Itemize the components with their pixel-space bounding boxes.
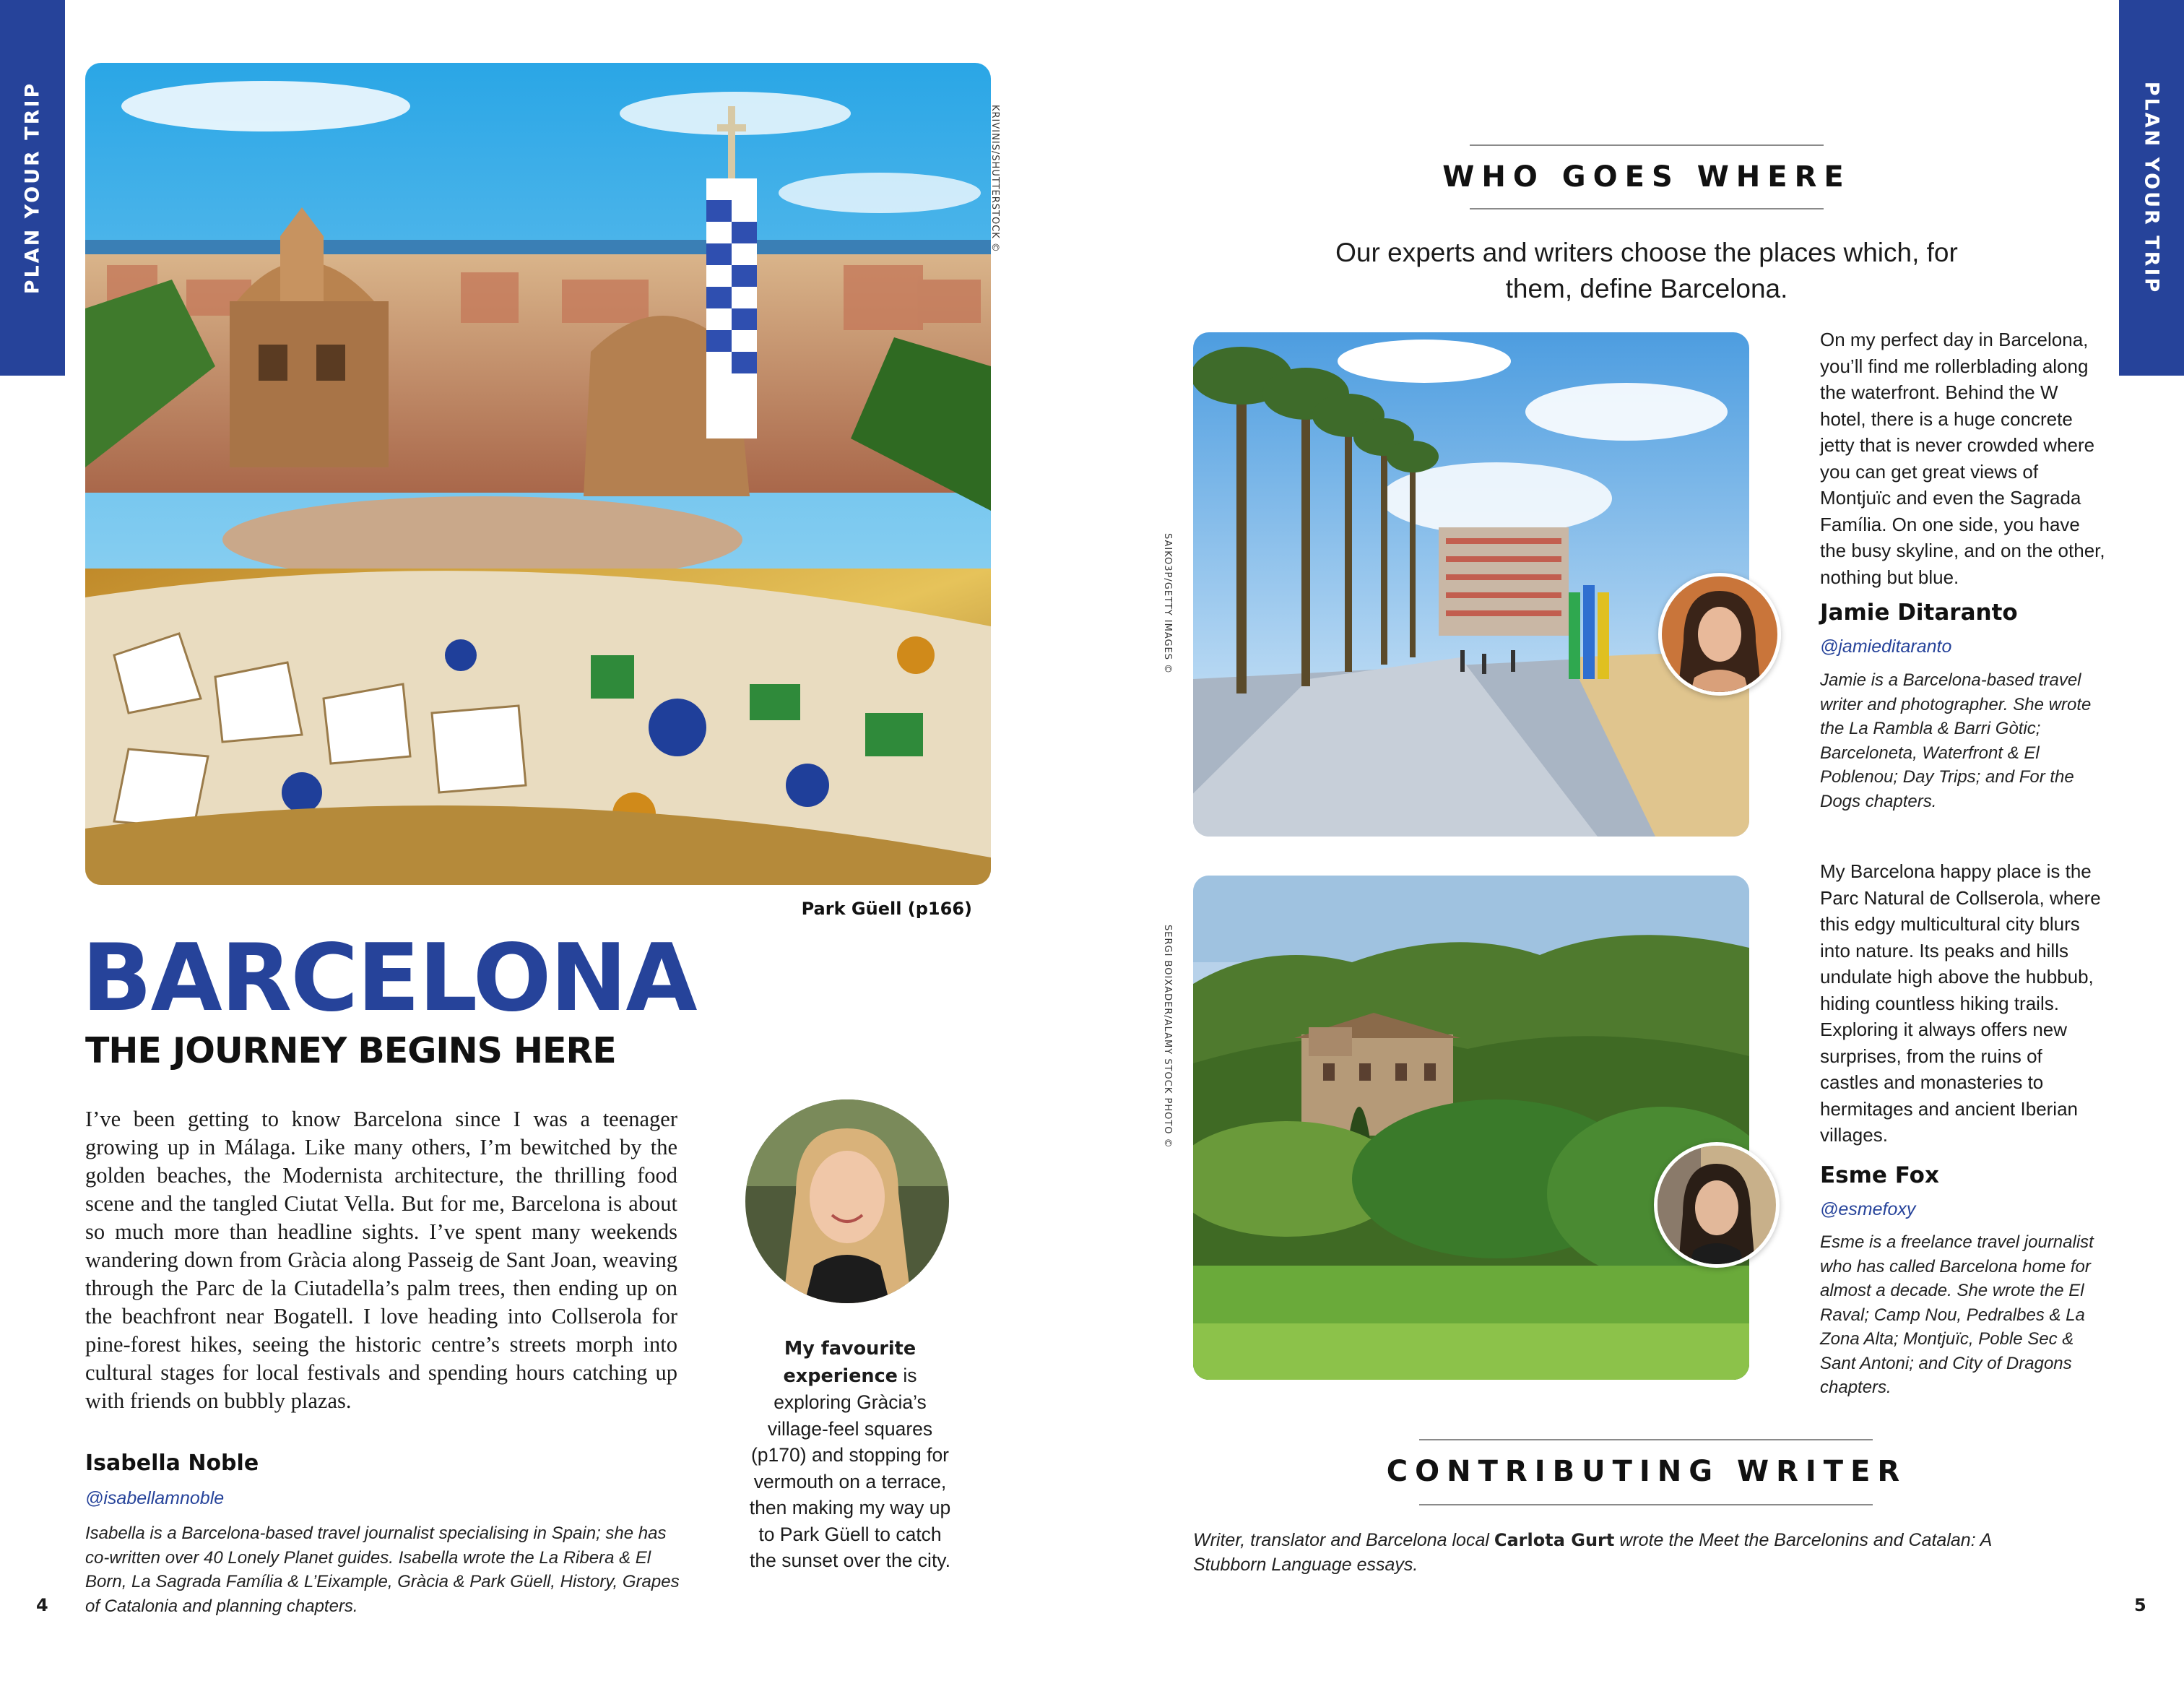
author-photo-esme	[1654, 1142, 1780, 1268]
writer-quote-esme: My Barcelona happy place is the Parc Natural de Collserola, where this edgy multicultural city blurs into nature. Its peaks and hills undulate high above the hubbub, hiding countless hiking trails. Exploring it always offers new surprises, from the ruins of castles and monasteries to hermitages and ancient Iberian villages.	[1820, 860, 2101, 1146]
favourite-experience	[745, 1335, 955, 1574]
writer-name-jamie: Jamie Ditaranto	[1820, 600, 2018, 626]
park-guell-illustration	[85, 63, 991, 885]
page-title: BARCELONA	[82, 925, 696, 1032]
writer-bio-esme: Esme is a freelance travel journalist who has called Barcelona home for almost a decade. She wrote the El Raval; Camp Nou, Pedralbes & La Zona Alta; Montjuïc, Poble Sec & Sant Antoni; and City of Dragons chapters.	[1820, 1232, 2094, 1397]
collserola-photo	[1193, 876, 1749, 1380]
heading-rule-top	[1470, 144, 1824, 146]
favourite-lead: My favourite experience	[783, 1338, 916, 1387]
side-tab-label: PLAN YOUR TRIP	[2140, 81, 2163, 295]
writer-name-esme: Esme Fox	[1820, 1162, 1939, 1188]
author-bio: Isabella is a Barcelona-based travel journalist specialising in Spain; she has co-written over 40 Lonely Planet guides. Isabella wrote the La Ribera & El Born, La Sagrada Família & L’Eixample, Gràcia & Park Güell, History, Grapes of Catalonia and planning chapters.	[85, 1524, 680, 1616]
hero-photo-credit: KRIVINIS/SHUTTERSTOCK ©	[989, 105, 1000, 253]
side-tab-label: PLAN YOUR TRIP	[21, 81, 44, 295]
contributing-writer-text	[1193, 1528, 2060, 1577]
author-photo-jamie	[1658, 573, 1781, 696]
author-handle[interactable]: @isabellamnoble	[85, 1488, 225, 1508]
author-photo-isabella	[745, 1099, 949, 1303]
waterfront-photo-credit: SAIKO3P/GETTY IMAGES ©	[1162, 533, 1173, 675]
hero-photo-park-guell	[85, 63, 991, 885]
esme-portrait	[1658, 1146, 1776, 1264]
collserola-photo-credit: SERGI BOIXADER/ALAMY STOCK PHOTO ©	[1162, 925, 1173, 1149]
page-number-right: 5	[2134, 1595, 2146, 1615]
writer-quote-jamie: On my perfect day in Barcelona, you’ll find me rollerblading along the waterfront. Behind the W hotel, there is a huge concrete jetty that is never crowded where you can get great views of Montjuïc and even the Sagrada Família. On one side, you have the busy skyline, and on the other, nothing but blue.	[1820, 329, 2105, 588]
contributing-rule-bottom	[1419, 1504, 1873, 1505]
side-tab-left	[0, 0, 65, 376]
contributing-name: Carlota Gurt	[1494, 1530, 1615, 1550]
favourite-text: is exploring Gràcia’s village-feel squares (p170) and stopping for vermouth on a terrace, then making my way up to Park Güell to catch the sunset over the city.	[749, 1364, 951, 1571]
contributing-before: Writer, translator and Barcelona local	[1193, 1530, 1494, 1550]
collserola-illustration	[1193, 876, 1749, 1380]
writer-bio-jamie: Jamie is a Barcelona-based travel writer and photographer. She wrote the La Rambla & Barri Gòtic; Barceloneta, Waterfront & El Poblenou; Day Trips; and For the Dogs chapters.	[1820, 670, 2092, 811]
section-heading-contributing-writer: CONTRIBUTING WRITER	[1386, 1455, 1907, 1488]
heading-rule-bottom	[1470, 208, 1824, 209]
waterfront-illustration	[1193, 332, 1749, 837]
section-heading-who-goes-where: WHO GOES WHERE	[1442, 160, 1851, 194]
side-tab-right	[2119, 0, 2184, 376]
intro-paragraph: I’ve been getting to know Barcelona since I was a teenager growing up in Málaga. Like many others, I’m bewitched by the golden beaches, the Modernista architecture, the thrilling food scene and the tangled Ciutat Vella. But for me, Barcelona is about so much more than headline sights. I’ve spent many weekends wandering down from Gràcia along Passeig de Sant Joan, weaving through the Parc de la Ciutadella’s palm trees, then ending up on the beachfront near Bogatell. I love heading into Collserola for pine-forest hikes, seeing the historic centre’s streets morph into cultural stages for local festivals and spending hours catching up with friends on bubbly plazas.	[85, 1107, 677, 1413]
page-number-left: 4	[36, 1595, 48, 1615]
section-intro: Our experts and writers choose the places which, for them, define Barcelona.	[1335, 238, 1958, 303]
writer-handle-jamie[interactable]: @jamieditaranto	[1820, 636, 1952, 657]
isabella-portrait	[745, 1099, 949, 1303]
writer-handle-esme[interactable]: @esmefoxy	[1820, 1199, 1916, 1219]
contributing-rule-top	[1419, 1439, 1873, 1440]
waterfront-photo	[1193, 332, 1749, 837]
page-subtitle: THE JOURNEY BEGINS HERE	[85, 1030, 616, 1071]
hero-photo-caption: Park Güell (p166)	[801, 899, 972, 919]
jamie-portrait	[1662, 576, 1777, 692]
contributing-after: wrote the Meet the Barcelonins and Catalan: A Stubborn Language essays.	[1193, 1530, 1992, 1575]
author-name: Isabella Noble	[85, 1451, 259, 1476]
